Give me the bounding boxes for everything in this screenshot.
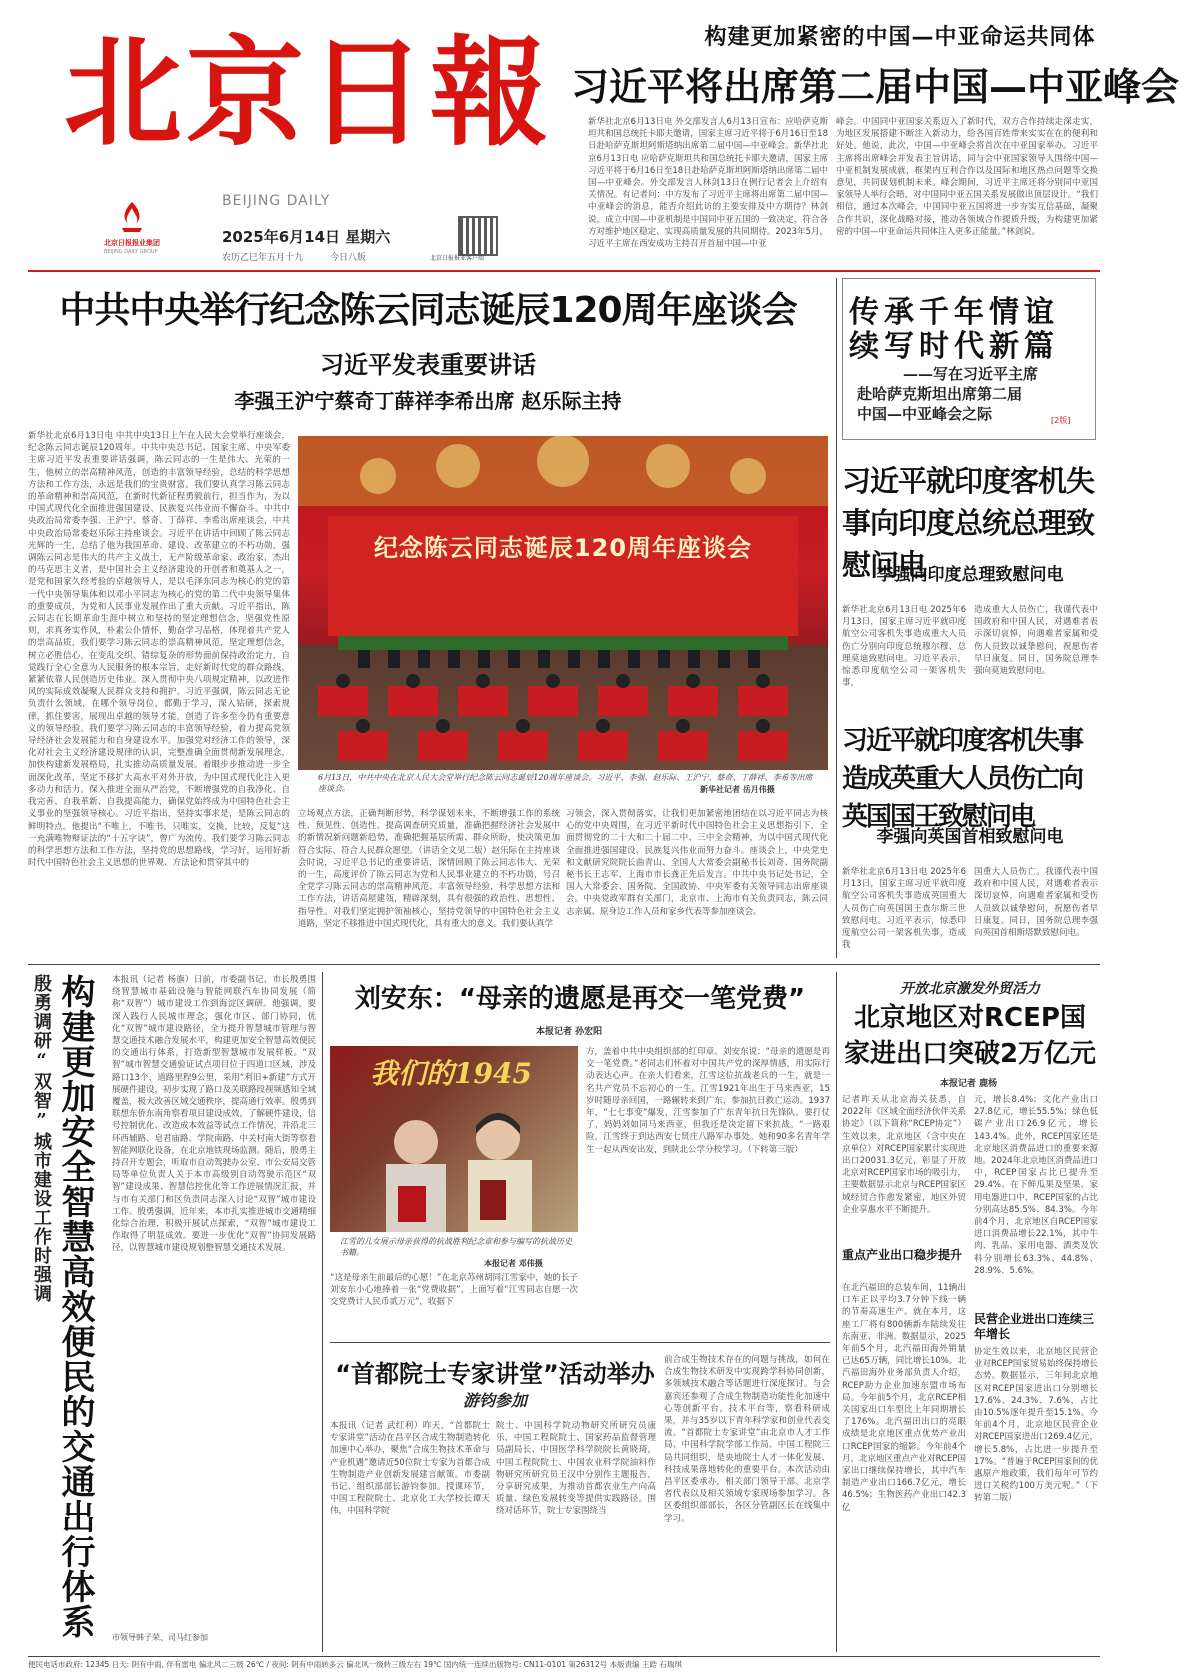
- footer-text: 便民电话市政府: 12345 日天: 阴有中雨, 伴有雷电 偏北风二三级 26℃ / 夜间: 阴有中雨转多云 偏北风一级转三级左右 19℃ 国内统一连续出版物号: CN11-0101 第26312号 本版责编 王皓 石瑞琪: [28, 1660, 682, 1669]
- qr-code: [458, 216, 498, 256]
- main-attendees: 李强王沪宁蔡奇丁薛祥李希出席 赵乐际主持: [234, 389, 622, 413]
- group-logo: [116, 200, 148, 236]
- side-title-1: 传承千年情谊: [849, 295, 1059, 330]
- rcep-sub1: 重点产业出口稳步提升: [842, 1248, 963, 1262]
- rcep-col2: 元，增长8.4%；文化产业出口27.8亿元，增长55.5%；绿色低碳产业出口26.9亿元，增长143.4%。此外，RCEP国家还是北京地区消费品进口的重要来源地。2024年北京地区消费品进口中，RCEP国家占比已提升至29.4%。在下鲜瓜果及坚果、家用电器进口中，RCEP国家的占比分别高达85.5%、84.3%。今年前4个月，北京地区自RCEP国家进口消费品增长22.1%，其中牛肉、乳品、家用电器、酒类及饮料分别增长63.3%、44.8%、28.9%、5.6%。: [974, 1095, 1098, 1276]
- main-col-mid2: 习领会，深入贯彻落实，让我们更加紧密地团结在以习近平同志为核心的党中央周围，在习近平新时代中国特色社会主义思想指引下，全面贯彻党的二十大和二十届二中、三中全会精神，为以中国式现代化全面推进强国建设、民族复兴伟业而努力奋斗。座谈会上，中央党史和文献研究院院长曲青山、全国人大常委会副秘书长刘奇、国务院副秘书长王志军、上海市市长龚正先后发言。中共中央书记处书记，全国人大常委会、国务院、全国政协、中央军委有关领导同志出席座谈会。中央党政军群有关部门，北京市、上海市有关负责同志，陈云同志亲属、原身边工作人员和家乡代表等参加座谈会。: [566, 809, 828, 917]
- transport-footer-credit: 市领导韩子荣、司马红参加: [112, 1633, 208, 1642]
- uk-headline: 习近平就印度客机失事造成英重大人员伤亡向英国国王致慰问电: [842, 726, 1083, 832]
- lecture-col1: 本报讯（记者 武红利）昨天，“首都院士专家讲堂”活动在昌平区合成生物制造转化加速中心举办，聚焦“合成生物技术革命与产业机遇”邀请近50位院士专家为首都合成生物制造产业创新发展建言献策。市委副书记、组织部部长游钧参加。授课环节，中国工程院院士、北京化工大学校长谭天伟，中国科学院: [330, 1421, 490, 1517]
- masthead-rule: [28, 270, 1100, 272]
- side-sub-3: 中国—中亚峰会之际: [857, 405, 993, 423]
- party-dues-photo: [330, 1046, 578, 1232]
- lecture-col3: 前合成生物技术存在的问题与挑战，如何在合成生物技术研发中实现跨学科协同创新，多领域技术融合等话题进行深度探讨。与会嘉宾还参观了合成生物制造功能性化加速中心等创新平台，技术平台等，察看科研成果，并与35岁以下青年科学家和创业代表交流。“首都院士专家讲堂”由北京市人才工作局、中国科学院学部工作局、中国工程院三局共同组织，是央地院士人才一体化发展、科技成果落地转化的重要平台。本次活动由昌平区委承办，相关部门领导干部、北京学者代表以及相关领域专家现场参加学习。各区委组织部部长，各区分管副区长在线集中学习。: [664, 1355, 830, 1524]
- side-page-ref[interactable]: [2版]: [1051, 416, 1071, 425]
- side-sub-2: 赴哈萨克斯坦出席第二届: [857, 385, 1023, 403]
- photo-series-banner: 我们的1945: [370, 1057, 532, 1090]
- uk-col1: 新华社北京6月13日电 2025年6月13日，国家主席习近平就印度航空公司客机失事造成英国重大人员伤亡向英国国王查尔斯三世致慰问电。习近平表示，惊悉印度航空公司一架客机失事，造成我: [842, 867, 966, 951]
- india-subhead: 李强向印度总理致慰问电: [876, 565, 1064, 585]
- main-col-mid1: 立场观点方法，正确判断形势，科学谋划未来，不断增强工作的系统性、预见性、创造性。提高调查研究质量，准确把握经济社会发展中的新情况新问题新趋势，准确把握基层所需、群众所盼，使决策更加符合实际、符合人民群众愿望。（讲话全文见二版）赵乐际在主持座谈会时说，习近平总书记的重要讲话，深情回顾了陈云同志伟大、光荣的一生，高度评价了陈云同志为党和人民事业建立的不朽功勋，号召全党学习陈云同志的崇高精神风范、丰富领导经验，科学思想方法和工作方法，讲话高屋建瓴，精辟深刻，具有很强的政治性、思想性、指导性。对我们坚定拥护领袖核心，坚持党领导的中国特色社会主义道路，坚定不移推进中国式现代化，具有重大的意义。我们要认真学: [298, 809, 560, 929]
- lecture-subhead: 游钧参加: [462, 1391, 527, 1410]
- col-rule-left: [322, 972, 323, 1652]
- party-dues-photo-credit: 本报记者 邓伟摄: [484, 1259, 543, 1268]
- issue-date: 2025年6月14日 星期六: [222, 228, 391, 246]
- rcep-col1b: 在北汽福田的总装车间，11辆出口车正以平均3.7分钟下线一辆的节奏高速生产。就在本月，这座工厂将有800辆新车陆续发往东南亚、非洲。数据显示，2025年前5个月，北汽福田海外销量已达65万辆，同比增长10%。北汽福田海外业务部负责人介绍，RCEP助力企业加速东盟市场布局。今年前5个月，北京RCEP相关国家出口车型比上年同期增长了176%。北汽福田出口的亮眼成绩是北京地区重点优势产业出口RCEP国家的缩影。今年前4个月，北京地区重点产业对RCEP国家出口继续保持增长，其中汽车制造产业出口166.7亿元，增长46.5%；生物医药产业出口42.3亿: [842, 1283, 966, 1513]
- transport-vertical-kicker: 殷勇调研“双智”城市建设工作时强调: [31, 974, 52, 1303]
- side-title-2: 续写时代新篇: [849, 329, 1059, 364]
- side-feature-box[interactable]: [842, 278, 1096, 440]
- col-rule-rcep: [836, 972, 837, 1652]
- rcep-byline: 本报记者 鹿杨: [940, 1079, 998, 1089]
- india-col1: 新华社北京6月13日电 2025年6月13日，国家主席习近平就印度航空公司客机失事造成重大人员伤亡分别向印度总统穆尔穆、总理莫迪致慰问电。习近平表示，惊悉印度航空公司一架客机失事，: [842, 605, 966, 689]
- photo-banner-text: 纪念陈云同志诞辰120周年座谈会: [373, 534, 753, 562]
- party-dues-col2: 方，盖着中共中央组织部的红印章。刘安东说：“母亲的遗愿是再交一笔党费。”老同志们怀着对中国共产党的深厚情感，用实际行动表达心声。在亲人们看来，江雪这位抗战老兵的一生，就是一名共产党员不忘初心的一生。江雪1921年出生于马来西亚，15岁时随母亲回国，一路辗转来到广东，参加抗日救亡运动。1937年，“七七事变”爆发，江雪参加了广东青年抗日先锋队。要打仗了，妈妈刘如同马来西亚，但我还是决定留下来抗战。“一路艰险，江雪终于到达西安七贤庄八路军办事处。她和90多名青年学生一起从西安出发，到陕北公学分校学习。（下转第三版）: [586, 1047, 830, 1155]
- party-dues-byline: 本报记者 孙宏阳: [536, 1027, 603, 1037]
- party-dues-headline: 刘安东：“母亲的遗愿是再交一笔党费”: [354, 984, 806, 1014]
- main-photo-credit: 新华社记者 岳月伟摄: [700, 785, 775, 794]
- group-name: 北京日报报业集团: [104, 239, 160, 247]
- lecture-col2: 院士、中国科学院动物研究所研究员康乐，中国工程院院士、国家药品监督管理局副局长、中国医学科学院院长黄晓琦，中国工程院院士、中国农业科学院油料作物研究所研究员王汉中分别作主题报告，分享研究成果，为推动首都农业生产向高质量、绿色发展转变等提供实践路径。围绕对话环节，院士专家围绕当: [496, 1421, 656, 1517]
- mid-rule: [28, 964, 1100, 965]
- rcep-col2b: 协定生效以来，北京地区民营企业对RCEP国家贸易始终保持增长态势。数据显示，三年间北京地区对RCEP国家进出口分别增长17.6%、24.3%、7.6%，占比由10.5%逐年提升至15.1%。今年前4个月，北京地区民营企业对RCEP国家进出口269.4亿元，增长5.8%，占比进一步提升至17%。“普遍于RCEP国家间的优惠原产地政策，我们每年可节约进口关税约100万美元呢。”（下转第二版）: [974, 1347, 1098, 1504]
- lecture-rule: [330, 1342, 830, 1343]
- rcep-sub2: 民营企业进出口连续三年增长: [974, 1312, 1095, 1341]
- uk-subhead: 李强向英国首相致慰问电: [876, 827, 1064, 847]
- qr-caption: 北京日报报业客户端: [430, 255, 485, 262]
- footer-rule: [28, 1656, 1100, 1657]
- rcep-headline: 北京地区对RCEP国家进出口突破2万亿元: [843, 1003, 1097, 1069]
- lunar-date: 农历乙巳年五月十九: [222, 253, 304, 263]
- transport-body: 本报讯（记者 杨旗）日前，市委副书记、市长殷勇围绕智慧城市基础设施与智能网联汽车协同发展（简称“双智”）城市建设工作到海淀区调研。他强调，要深入践行人民城市理念，强化市区、部门协同，优化“双智”城市建设路径，全力提升智慧城市管理与智慧交通技术融合发展水平，构建更加安全智慧高效便民的交通出行体系，打造新型智慧城市发展样板。“双智”城市智慧交通验证试点项目位于四道口区域，涉及路口13个，道路里程9公里，采用“利旧+新建”方式开展硬件建设，初步实现了路口及关联路段视频感知全域覆盖，极大改善区域交通秩序，提高通行效率。殷勇到联想东侨东南角察看项目建设成效，了解硬件建设，信号控制优化、改造成本效益等试点工作情况，并沿北三环西辅路、皂君庙路、学院南路、中关村南大街等察看智能网联化设备，在北京地铁现场监测。随后，殷勇主持召开专题会，听取市自动驾驶办公室、市公安局交管局等单位负责人关于本市高级别自动驾驶示范区“双智”建设成果、智慧信控优化等工作进展情况汇报，并与市有关部门和区负责同志深入讨论“双智”城市建设工作。殷勇强调，近年来，本市扎实推进城市交通精细化综合治理，积极开展试点探索，“双智”城市建设工作取得了明显成效。要进一步优化“双智”协同发展路径，以智慧城市建设规划整智慧交通技术发展。: [112, 975, 316, 1254]
- india-col2: 造成重大人员伤亡，我谨代表中国政府和中国人民，对遇难者表示深切哀悼，向遇难者家属和受伤人员致以诚挚慰问，祝愿伤者早日康复。同日，国务院总理李强向莫迪致慰问电。: [974, 605, 1098, 677]
- party-dues-col1: “这是母亲生前最后的心愿！”在北京苏州胡同江雪家中，她的长子刘安东小心地捧着一张“党费收据”，上面写着“江雪同志自愿一次交党费计人民币贰万元”，收据下: [330, 1273, 578, 1308]
- uk-col2: 国重大人员伤亡。我谨代表中国政府和中国人民，对遇难者表示深切哀悼，向遇难者家属和受伤人员致以诚挚慰问，祝愿伤者早日康复。同日，国务院总理李强向英国首相斯塔默致慰问电。: [974, 867, 1098, 939]
- top-story-kicker: 构建更加紧密的中国—中亚命运共同体: [704, 25, 1096, 50]
- lecture-headline: “首都院士专家讲堂”活动举办: [335, 1360, 655, 1388]
- masthead-subtitle: BEIJING DAILY: [222, 193, 331, 209]
- main-photo-caption: 6月13日，中共中央在北京人民大会堂举行纪念陈云同志诞辰120周年座谈会。习近平、李强、赵乐际、王沪宁、蔡奇、丁薛祥、李希等出席座谈会。: [318, 773, 813, 793]
- col-rule-right: [836, 278, 837, 958]
- top-story-col2: 峰会。中国同中亚国家关系迈入了新时代，双方合作持续走深走实，为地区发展搭建不断注入新动力，给各国百姓带来实实在在的便利和好处。他说，此次，中国—中亚峰会将首次在中亚国家举办。习近平主席将出席峰会并发表主旨讲话，同与会中亚国家领导人围绕中国—中亚机制发展成就，框架内互利合作以及国际和地区热点问题等交换意见，共同谋划机制未来。峰会期间，习近平主席还将分别同中亚国家领导人举行会晤，对中国同中亚五国关系发展做出顶层设计。“我们相信，通过本次峰会，中国同中亚五国将进一步夯实互信基础，凝聚合作共识，深化战略对接，推动各领域合作提质升级，为构建更加紧密的中国—中亚命运共同体注入更多正能量。”林剑说。: [836, 117, 1098, 237]
- india-headline: 习近平就印度客机失事向印度总统总理致慰问电: [842, 464, 1095, 582]
- main-headline: 中共中央举行纪念陈云同志诞辰120周年座谈会: [59, 290, 797, 331]
- masthead-title: 北京日報: [64, 23, 553, 162]
- top-story-col1: 新华社北京6月13日电 外交部发言人6月13日宣布：应哈萨克斯坦共和国总统托卡耶夫邀请，国家主席习近平将于6月16日至18日赴哈萨克斯坦阿斯塔纳出席第二届中国—中亚峰会。新华社北京6月13日电 应哈萨克斯坦共和国总统托卡耶夫邀请，国家主席习近平将于6月16日至18日赴哈萨克斯坦阿斯塔纳出席第二届中国—中亚峰会。外交部发言人林剑13日在例行记者会上介绍有关情况。有记者问：中方发布了习近平主席将出席第二届中国—中亚峰会的消息，能否介绍此访的主要安排及中方期待？林剑说，成立中国—中亚机制是中国同中亚五国的一致决定，符合各方对维护地区稳定、实现高质量发展的共同期待。2023年5月，习近平主席在西安成功主持召开首届中国—中亚: [588, 117, 828, 250]
- main-col-left: 新华社北京6月13日电 中共中央13日上午在人民大会堂举行座谈会，纪念陈云同志诞辰120周年。中共中央总书记、国家主席、中央军委主席习近平发表重要讲话强调，陈云同志的一生是伟大、光荣的一生，他树立的崇高精神风范，创造的丰富领导经验，总结的科学思想方法和工作方法，永远是我们的宝贵财富。我们要认真学习陈云同志的革命精神和崇高风范，在新时代新征程勇毅前行，担当作为，为以中国式现代化全面推进强国建设、民族复兴伟业而不懈奋斗。中共中央政治局常委李强、王沪宁、蔡奇、丁薛祥、李希出席座谈会，中共中央政治局常委赵乐际主持座谈会。习近平在讲话中回顾了陈云同志光辉的一生，总结了他为我国革命、建设、改革建立的不朽功勋，强调陈云同志是伟大的共产主义战士，无产阶级革命家、政治家，杰出的马克思主义者，是中国社会主义经济建设的开创者和奠基人之一，是党和国家久经考验的卓越领导人，是以毛泽东同志为核心的党的第一代中央领导集体和以邓小平同志为核心的党的第二代中央领导集体的重要成员，为党和人民事业发展作出了重大贡献。习近平指出，陈云同志在长期革命生涯中树立和坚持的坚定理想信念，坚强党性原则，求真务实作风，朴素公仆情怀，勤奋学习品格，体现着共产党人的崇高品质，我们要学习陈云同志的崇高精神风范，坚定理想信念，树立必胜信心，在变乱交织、错综复杂的形势面前保持政治定力，自觉践行全心全意为人民服务的根本宗旨，走好新时代党的群众路线，紧紧依靠人民创造历史伟业。深入贯彻中央八项规定精神，以改进作风的实际成效凝聚人民群众支持和拥护。习近平强调，陈云同志无论负责什么领域，在哪个领导岗位，都勤于学习，深入钻研，探索规律，抓住要害，展现出卓越的领导才能，创造了许多至今仍有重要意义的领导经验。我们要学习陈云同志的丰富领导经验，着力提高党领导经济社会发展能力和自身建设水平。加强党对经济工作的领导，深化对社会主义经济建设规律的认识，完整准确全面贯彻新发展理念，加快构建新发展格局，扎实推动高质量发展。着眼步步推动进一步全面深化改革，坚定不移扩大高水平对外开放，为中国式现代化注入更多动力和活力。保入推进全面从严治党，不断增强党的自我净化、自我完善、自我革新、自我提高能力，确保党始终成为中国特色社会主义事业的坚强领导核心。习近平指出，坚持实事求是，是陈云同志的鲜明特点。他提出“不唯上，不唯书，只唯实，交换，比较，反复”这一充满唯物辩证法的“十五字诀”，曾广为流传。我们要学习陈云同志的科学思想方法和工作方法，坚持党的思想路线，学习好，运用好新时代中国特色社会主义思想的世界观、方法论和贯穿其中的: [28, 431, 290, 869]
- page-count: 今日八版: [330, 253, 367, 263]
- rcep-col1: 记者昨天从北京海关获悉，自2022年《区域全面经济伙伴关系协定》（以下简称“RCEP协定”）生效以来，北京地区（含中央在京单位）对RCEP国家累计实现进出口20031.3亿元，彰显了开放北京对RCEP国家市场的吸引力，主要数据显示北京与RCEP国家区域经贸合作愈发紧密，地区外贸企业享惠水平不断提升。: [842, 1095, 966, 1215]
- main-subhead: 习近平发表重要讲话: [320, 351, 536, 379]
- transport-headline: 构建更加安全智慧高效便民的交通出行体系: [55, 974, 95, 1639]
- party-dues-caption: 江雪的儿女展示母亲获得的抗战胜利纪念章和参与编写的抗战历史书籍。: [340, 1237, 572, 1257]
- rcep-kicker: 开放北京激发外贸活力: [900, 981, 1040, 997]
- side-sub-1: ——写在习近平主席: [903, 365, 1039, 383]
- group-name-en: BEIJING DAILY GROUP: [104, 249, 158, 255]
- top-story-headline: 习近平将出席第二届中国—中亚峰会: [570, 65, 1179, 109]
- main-photo: [298, 436, 828, 770]
